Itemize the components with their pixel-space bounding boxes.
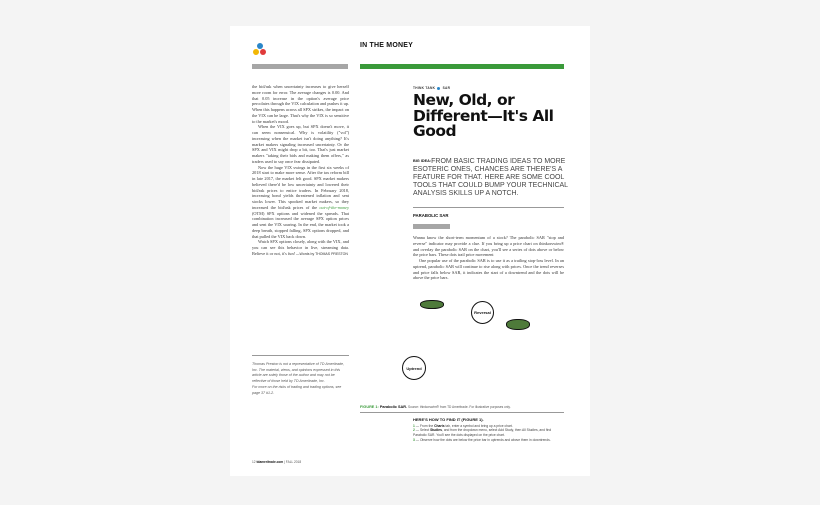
kicker-right: SAR [442, 86, 451, 90]
section-bar-right [360, 64, 564, 69]
kicker [413, 86, 450, 90]
uptrend-label: Uptrend [406, 365, 422, 371]
glossary-link[interactable]: out-of-the-money [319, 204, 349, 210]
divider [252, 355, 349, 356]
headline: New, Old, or Different—It's All Good [413, 91, 554, 140]
byline: —Words by THOMAS PRESTON [295, 251, 348, 256]
caption-title: Parabolic SAR. [378, 405, 408, 409]
step-number: 2 [413, 428, 415, 433]
disclaimer [252, 362, 349, 397]
disclaimer-text: Thomas Preston is not a representative of TD Ameritrade, Inc. The material, views, and opinions expressed in this article are solely those of the author and may not be reflective of those held by TD Ameritrade, Inc. [252, 362, 344, 383]
big-idea-text: FROM BASIC TRADING IDEAS TO MORE ESOTERIC ONES, CHANCES ARE THERE'S A FEATURE FOR THAT. HERE ARE SOME COOL TOOLS THAT COULD BUMP YOUR TECHNICAL ANALYSIS SKILLS UP A NOTCH. [413, 158, 568, 197]
paragraph-text: (OTM) SPX options and widened the spreads. That combination increased the average SPX option prices and sent the VIX soaring. In the end, the market took a deep breath, stopped falling, SPX options dropped, and that pulled the VIX back down. [252, 210, 349, 239]
paragraph [252, 165, 349, 240]
logo-icon [252, 43, 268, 59]
image-placeholder [413, 224, 450, 229]
site-name[interactable]: tdameritrade.com [256, 460, 284, 464]
step-number: 3 [413, 437, 415, 442]
step-text: — From the [414, 423, 435, 428]
how-to-heading: HERE'S HOW TO FIND IT (FIGURE 1). [413, 417, 484, 422]
step-text: tab, enter a symbol and bring up a price chart. [444, 423, 513, 428]
step-number: 1 [413, 423, 415, 428]
uptrend-marker [402, 356, 426, 380]
how-to-step [413, 438, 563, 443]
kicker-left: THINK TANK [413, 86, 436, 90]
paragraph-text: Watch SPX options closely, along with the VIX, and you can see this behavior in live, streaming data. Believe it or not, it's fun! [252, 239, 349, 256]
step-text: , and from the dropdown menu, select Add Study, then All Studies, and find Parabolic SAR. You'll see the dots displayed on the price chart. [413, 428, 552, 438]
paragraph-text: Now the huge VIX swings in the first six weeks of 2018 start to make more sense. After the tax reform bill in late 2017, the market felt good. SPX market makers believed there'd be low uncertainty and lowered their bid/ask prices to entice traders. In February 2018, increasing bond yields threatened inflation and sent stocks lower. This spooked market makers, so they increased the bid/ask prices of the [252, 164, 349, 210]
how-to-step [413, 428, 563, 437]
section-bar-left [252, 64, 348, 69]
page-number: 12 [252, 460, 256, 464]
paragraph: Wanna know the short-term momentum of a stock? The parabolic SAR "stop and reverse" indicator may provide a clue. If you bring up a price chart on thinkorswim® and overlay the parabolic SAR on the chart, you'll see a series of dots above or below the price bars. These dots trail price movement [413, 235, 564, 258]
big-idea-label: BIG IDEA: [413, 159, 432, 163]
issue: FALL 2018 [285, 460, 302, 464]
page-footer: 12 tdameritrade.com | FALL 2018 [252, 460, 302, 464]
step-bold: Studies [430, 428, 442, 433]
paragraph: the bid/ask when uncertainty increases to give herself more room for error. The average changes is 0.00. And that 0.05 increase in the option's average price percolates through the VIX calculation and pushes it up. When this happens across all SPX strikes, the impact on the VIX can be large. That's why the VIX is so sensitive to the market's mood. [252, 84, 349, 124]
step-bold: Charts [434, 423, 445, 428]
big-idea [413, 157, 571, 198]
section-title: IN THE MONEY [360, 42, 413, 49]
caption-number: FIGURE 1: [360, 405, 379, 409]
paragraph: When the VIX goes up, but SPX doesn't move, it can seem nonsensical. Why is volatility ("vol") increasing when the market isn't doing anything? It's market makers signaling increased uncertainty. Or the SPX and VIX might drop a bit, too. That's just market makers "taking their bids and making them offers," as traders used to say once fear dissipated. [252, 124, 349, 164]
reversal-marker [471, 301, 494, 324]
sar-dots-icon [420, 300, 444, 309]
divider [360, 412, 564, 413]
subhead: PARABOLIC SAR [413, 213, 449, 218]
disclaimer-risk: For more on the risks of trading and trading options, see page 37 #1-2. [252, 385, 342, 395]
left-column-text [252, 84, 349, 258]
paragraph [252, 239, 349, 257]
how-to-box [413, 418, 563, 443]
divider [413, 207, 564, 208]
sar-dots-icon [506, 319, 530, 330]
step-text: — Observe how the dots are below the price bar in uptrends and above them in downtrends. [414, 437, 551, 442]
reversal-label: Reversal [474, 310, 491, 315]
step-text: — Select [414, 428, 431, 433]
figure-caption [360, 405, 511, 409]
caption-source: Source: thinkorswim® from TD Ameritrade. For illustrative purposes only. [407, 405, 511, 409]
bullet-icon [437, 87, 440, 90]
right-column-text [413, 235, 564, 281]
paragraph: One popular use of the parabolic SAR is to use it as a trailing stop-loss level. In an uptrend, parabolic SAR will continue to rise along with prices. Once the trend reverses and price falls below SAR, it indicates the start of a downtrend and the dots will be above the price bars. [413, 258, 564, 281]
